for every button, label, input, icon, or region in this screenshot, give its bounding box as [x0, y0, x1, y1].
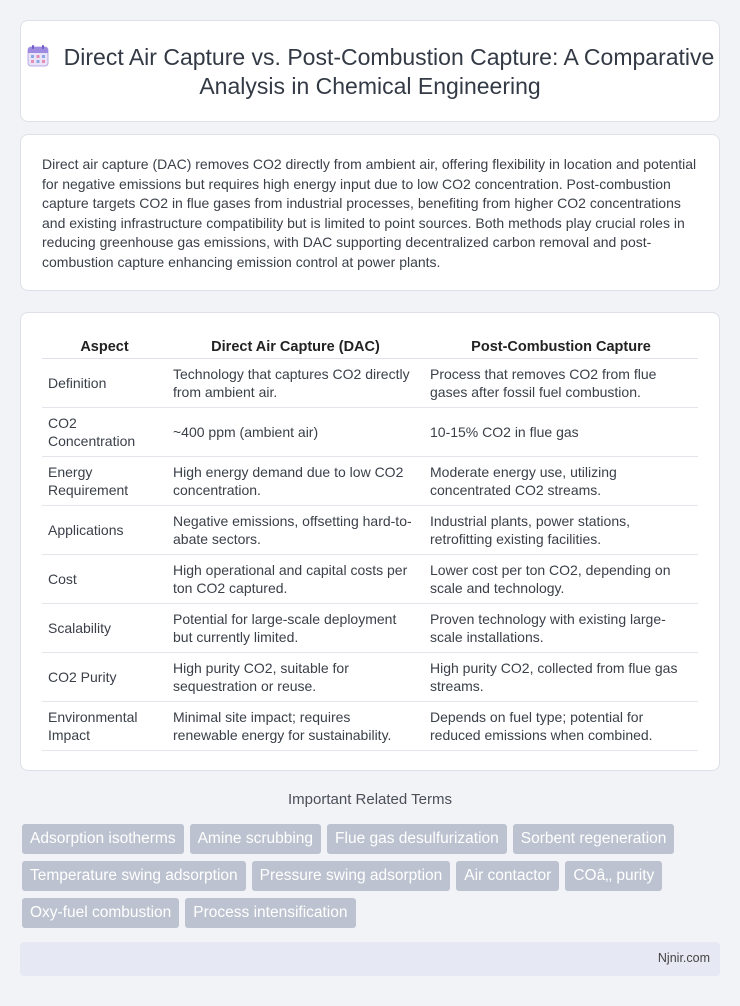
- cell-post-combustion: Industrial plants, power stations, retrofitting existing facilities.: [424, 505, 698, 554]
- table-row: [42, 505, 698, 554]
- cell-dac: Potential for large-scale deployment but currently limited.: [167, 603, 424, 652]
- related-terms-list: [22, 824, 712, 928]
- header-aspect: Aspect: [42, 334, 167, 358]
- table-row: [42, 358, 698, 407]
- page-title: [21, 43, 719, 101]
- related-term-tag[interactable]: COâ‚‚ purity: [565, 861, 662, 891]
- cell-post-combustion: Moderate energy use, utilizing concentrated CO2 streams.: [424, 456, 698, 505]
- summary-card: [20, 134, 720, 291]
- cell-dac: ~400 ppm (ambient air): [167, 407, 424, 456]
- cell-aspect: CO2 Concentration: [42, 407, 167, 456]
- table-row: [42, 456, 698, 505]
- cell-post-combustion: Process that removes CO2 from flue gases after fossil fuel combustion.: [424, 358, 698, 407]
- cell-aspect: Definition: [42, 358, 167, 407]
- related-term-tag[interactable]: Temperature swing adsorption: [22, 861, 246, 891]
- related-term-tag[interactable]: Flue gas desulfurization: [327, 824, 507, 854]
- cell-post-combustion: 10-15% CO2 in flue gas: [424, 407, 698, 456]
- cell-dac: High operational and capital costs per ton CO2 captured.: [167, 554, 424, 603]
- related-term-tag[interactable]: Air contactor: [456, 861, 559, 891]
- related-terms-title: Important Related Terms: [288, 791, 452, 808]
- cell-post-combustion: High purity CO2, collected from flue gas streams.: [424, 652, 698, 701]
- table-row: [42, 554, 698, 603]
- cell-post-combustion: Lower cost per ton CO2, depending on scale and technology.: [424, 554, 698, 603]
- header-post-combustion: Post-Combustion Capture: [424, 334, 698, 358]
- calendar-icon: [26, 44, 50, 68]
- cell-dac: Negative emissions, offsetting hard-to-abate sectors.: [167, 505, 424, 554]
- cell-dac: High purity CO2, suitable for sequestration or reuse.: [167, 652, 424, 701]
- related-term-tag[interactable]: Oxy-fuel combustion: [22, 898, 179, 928]
- summary-paragraph: Direct air capture (DAC) removes CO2 directly from ambient air, offering flexibility in location and potential for negative emissions but requires high energy input due to low CO2 concentration. Post-combustion capture targets CO2 in flue gases from industrial processes, benefiting from higher CO2 concentrations and existing infrastructure compatibility but is limited to point sources. Both methods play crucial roles in reducing greenhouse gas emissions, with DAC supporting decentralized carbon removal and post-combustion capture enhancing emission control at power plants.: [42, 156, 697, 270]
- header-dac: Direct Air Capture (DAC): [167, 334, 424, 358]
- footer: [20, 942, 720, 976]
- cell-aspect: Scalability: [42, 603, 167, 652]
- related-term-tag[interactable]: Sorbent regeneration: [513, 824, 675, 854]
- table-row: [42, 603, 698, 652]
- page-title-text: Direct Air Capture vs. Post-Combustion Capture: A Comparative Analysis in Chemical Engineering: [63, 44, 715, 99]
- related-term-tag[interactable]: Pressure swing adsorption: [252, 861, 451, 891]
- related-term-tag[interactable]: Amine scrubbing: [190, 824, 321, 854]
- table-header-row: [42, 334, 698, 358]
- footer-site-name: Njnir.com: [657, 951, 710, 965]
- comparison-table: [42, 334, 698, 751]
- cell-post-combustion: Proven technology with existing large-scale installations.: [424, 603, 698, 652]
- comparison-table-card: [20, 312, 720, 771]
- cell-dac: Technology that captures CO2 directly from ambient air.: [167, 358, 424, 407]
- cell-aspect: Cost: [42, 554, 167, 603]
- table-row: [42, 652, 698, 701]
- related-term-tag[interactable]: Adsorption isotherms: [22, 824, 184, 854]
- table-row: [42, 701, 698, 750]
- cell-aspect: Environmental Impact: [42, 701, 167, 750]
- related-term-tag[interactable]: Process intensification: [185, 898, 355, 928]
- cell-dac: High energy demand due to low CO2 concentration.: [167, 456, 424, 505]
- cell-aspect: Energy Requirement: [42, 456, 167, 505]
- cell-dac: Minimal site impact; requires renewable energy for sustainability.: [167, 701, 424, 750]
- title-card: [20, 20, 720, 122]
- cell-aspect: Applications: [42, 505, 167, 554]
- cell-aspect: CO2 Purity: [42, 652, 167, 701]
- table-row: [42, 407, 698, 456]
- cell-post-combustion: Depends on fuel type; potential for reduced emissions when combined.: [424, 701, 698, 750]
